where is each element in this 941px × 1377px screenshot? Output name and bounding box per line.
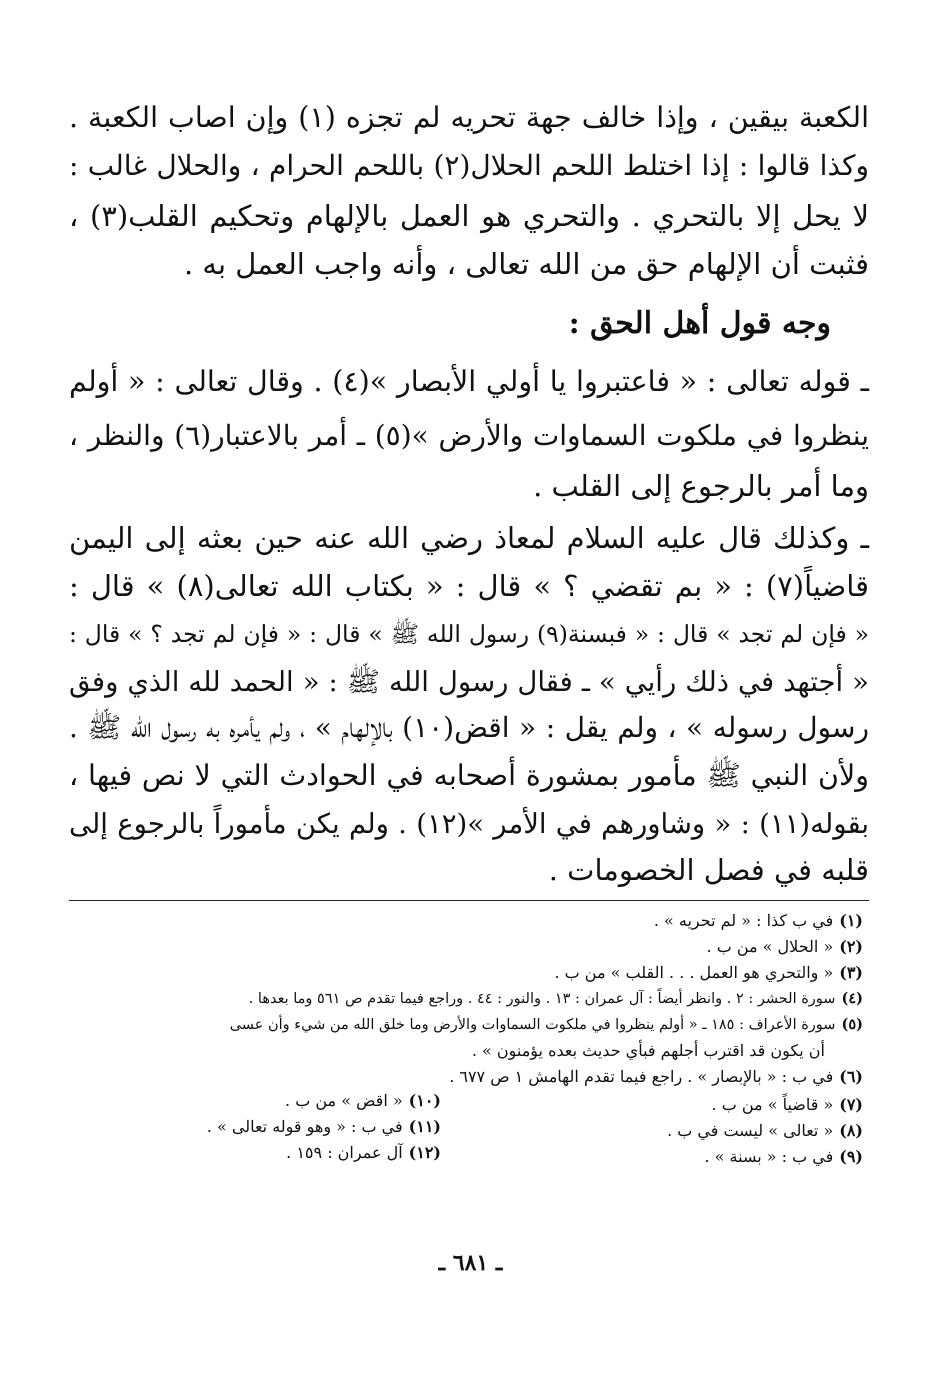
footnote-text: « والتحري هو العمل . . . القلب » من ب . xyxy=(554,963,834,982)
footnote-7 xyxy=(712,1094,863,1116)
footnote-text: آل عمران : ١٥٩ . xyxy=(286,1143,403,1162)
para2-line-6: ولأن النبي ﷺ مأمور بمشورة أصحابه في الحوادث التي لا نص فيها ، xyxy=(69,759,869,792)
footnote-11 xyxy=(207,1116,441,1138)
footnote-12 xyxy=(286,1142,441,1164)
footnote-number: (٩) xyxy=(839,1147,863,1166)
footnote-4 xyxy=(249,988,863,1010)
footnote-2 xyxy=(707,936,863,958)
footnote-text: « اقض » من ب . xyxy=(285,1091,403,1110)
footnote-10 xyxy=(285,1090,441,1112)
footnote-text: أن يكون قد اقترب أجلهم فبأي حديث بعده يؤمنون » . xyxy=(471,1041,825,1060)
footnote-number: (٤) xyxy=(841,990,863,1007)
body-line-1: الكعبة بيقين ، وإذا خالف جهة تحريه لم تجزه (١) وإن اصاب الكعبة . xyxy=(69,101,869,134)
footnote-5 xyxy=(230,1014,863,1036)
footnote-9 xyxy=(705,1146,864,1168)
para1-line-2: ينظروا في ملكوت السماوات والأرض »(٥) ـ أمر بالاعتبار(٦) والنظر ، xyxy=(69,419,869,452)
para1-line-1: ـ قوله تعالى : « فاعتبروا يا أولي الأبصار »(٤) . وقال تعالى : « أولم xyxy=(69,365,869,398)
footnote-1 xyxy=(654,910,863,932)
body-line-3: لا يحل إلا بالتحري . والتحري هو العمل بالإلهام وتحكيم القلب(٣) ، xyxy=(69,199,869,233)
para2-line-2: قاضياً(٧) : « بم تقضي ؟ » قال : « بكتاب الله تعالى(٨) » قال : xyxy=(69,569,869,603)
footnote-8 xyxy=(667,1120,863,1142)
footnote-text: في ب : « بسنة » . xyxy=(704,1147,834,1166)
footnote-text: في ب كذا : « لم تحريه » . xyxy=(653,911,834,930)
footnote-text: في ب : « بالإبصار » . راجع فيما تقدم الهامش ١ ص ٦٧٧ . xyxy=(449,1067,834,1086)
footnote-text: في ب : « وهو قوله تعالى » . xyxy=(206,1117,403,1136)
footnote-number: (٥) xyxy=(841,1016,863,1033)
footnote-number: (٢) xyxy=(839,937,863,956)
footnote-number: (٦) xyxy=(839,1067,863,1086)
footnote-number: (٣) xyxy=(839,963,863,982)
footnote-text: « الحلال » من ب . xyxy=(706,937,834,956)
para2-line-1: ـ وكذلك قال عليه السلام لمعاذ رضي الله عنه حين بعثه إلى اليمن xyxy=(69,521,869,555)
footnote-number: (٧) xyxy=(839,1095,863,1114)
page-number: ـ ٦٨١ ـ xyxy=(438,1250,503,1276)
footnote-text: سورة الأعراف : ١٨٥ ـ « أولم ينظروا في ملكوت السماوات والأرض وما خلق الله من شيء وأن عسى xyxy=(229,1017,836,1033)
footnote-number: (١) xyxy=(839,911,863,930)
para2-line-7: بقوله(١١) : « وشاورهم في الأمر »(١٢) . ولم يكن مأموراً بالرجوع إلى xyxy=(69,808,870,840)
footnote-text: سورة الحشر : ٢ . وانظر أيضاً : آل عمران : ١٣ . والنور : ٤٤ . وراجع فيما تقدم ص ٥٦١ وما بعدها . xyxy=(248,991,836,1007)
footnote-6 xyxy=(449,1066,863,1088)
para2-line-5: رسول رسوله » ، ولم يقل : « اقض(١٠) بالإلهام » ، ولم يأمره به رسول الله ﷺ . xyxy=(69,711,869,744)
para2-line-4: « أجتهد في ذلك رأيي » ـ فقال رسول الله ﷺ : « الحمد لله الذي وفق xyxy=(69,666,869,698)
footnote-3 xyxy=(554,962,863,984)
footnote-text: « قاضياً » من ب . xyxy=(711,1095,834,1114)
footnote-5-continued xyxy=(472,1040,831,1062)
para2-line-8: قلبه في فصل الخصومات . xyxy=(548,853,869,887)
footnote-number: (٨) xyxy=(839,1121,863,1140)
para1-line-3: وما أمر بالرجوع إلى القلب . xyxy=(533,469,869,503)
footnote-number: (١٢) xyxy=(408,1143,441,1162)
footnote-number: (١٠) xyxy=(408,1091,441,1110)
footnote-number: (١١) xyxy=(408,1117,441,1136)
para2-line-3: « فإن لم تجد » قال : « فبسنة(٩) رسول الله ﷺ » قال : « فإن لم تجد ؟ » قال : xyxy=(69,620,869,648)
body-line-4: فثبت أن الإلهام حق من الله تعالى ، وأنه واجب العمل به . xyxy=(183,247,869,281)
footnote-separator xyxy=(69,900,869,901)
footnote-text: « تعالى » ليست في ب . xyxy=(667,1121,834,1140)
body-line-2: وكذا قالوا : إذا اختلط اللحم الحلال(٢) باللحم الحرام ، والحلال غالب : xyxy=(69,149,869,182)
section-heading: وجه قول أهل الحق : xyxy=(568,306,831,341)
